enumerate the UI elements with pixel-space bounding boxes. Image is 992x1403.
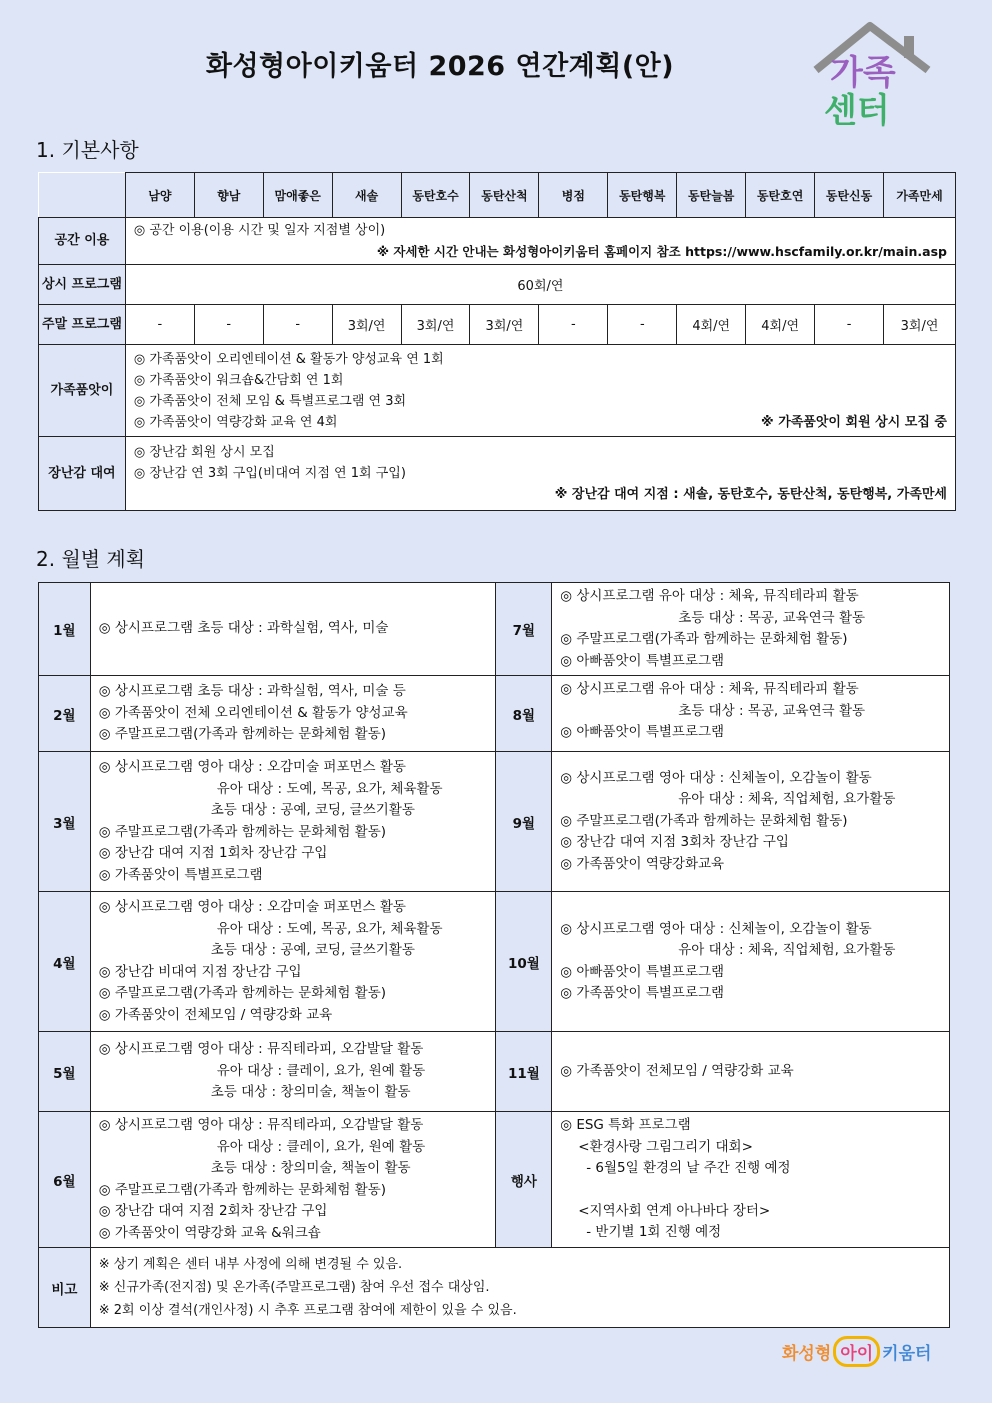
regular-row [39, 265, 956, 305]
plan-line: ◎ 장난감 대여 지점 3회차 장난감 구입 [560, 834, 789, 851]
plan-line: <지역사회 연계 아나바다 장터> [578, 1202, 771, 1219]
weekend-value: - [194, 305, 263, 345]
note-line: ※ 상기 계획은 센터 내부 사정에 의해 변경될 수 있음. [98, 1257, 403, 1272]
month-label: 9월 [496, 752, 552, 892]
month-label: 11월 [496, 1032, 552, 1112]
logo-part: 아이 [833, 1336, 880, 1367]
plan-line: 초등 대상 : 창의미술, 책놀이 활동 [210, 1160, 411, 1176]
weekend-value: - [608, 305, 677, 345]
plan-line: 초등 대상 : 공예, 코딩, 글쓰기활동 [210, 942, 415, 958]
note-line: ※ 2회 이상 결석(개인사정) 시 추후 프로그램 참여에 제한이 있을 수 있음. [98, 1303, 517, 1318]
month-row [39, 583, 950, 676]
plan-line: ◎ 가족품앗이 특별프로그램 [98, 866, 263, 883]
pumasi-line: ◎ 가족품앗이 전체 모임 & 특별프로그램 연 3회 [133, 393, 407, 409]
weekend-value: 3회/연 [332, 305, 401, 345]
branch-name: 동탄신동 [815, 173, 884, 218]
branch-name: 동탄산척 [470, 173, 539, 218]
plan-line: ◎ ESG 특화 프로그램 [560, 1117, 691, 1134]
plan-line: 초등 대상 : 목공, 교육연극 활동 [678, 609, 866, 626]
month-content [90, 583, 496, 676]
plan-line: ◎ 아빠품앗이 특별프로그램 [560, 963, 725, 980]
weekend-value: 3회/연 [401, 305, 470, 345]
spacer [560, 1180, 941, 1201]
month-content [90, 676, 496, 752]
plan-line: ◎ 상시프로그램 유아 대상 : 체육, 뮤직테라피 활동 [560, 588, 859, 604]
branch-name: 맘애좋은 [263, 173, 332, 218]
branch-name: 동탄호연 [746, 173, 815, 218]
logo-text-top: 가족 [830, 53, 896, 93]
weekend-value: 4회/연 [746, 305, 815, 345]
family-center-logo [808, 18, 938, 138]
blank-corner [39, 173, 126, 218]
section-monthly-heading: 2. 월별 계획 [36, 547, 146, 571]
branch-name: 향남 [194, 173, 263, 218]
toy-line: ◎ 장난감 회원 상시 모집 [133, 445, 275, 460]
plan-line: ◎ 주말프로그램(가족과 함께하는 문화체험 활동) [98, 1181, 387, 1198]
month-label: 8월 [496, 676, 552, 752]
month-row [39, 676, 950, 752]
month-row [39, 1032, 950, 1112]
note-line: ※ 신규가족(전지점) 및 온가족(주말프로그램) 참여 우선 접수 대상임. [98, 1280, 490, 1295]
row-label: 주말 프로그램 [39, 305, 126, 345]
plan-line: ◎ 아빠품앗이 특별프로그램 [560, 652, 725, 669]
monthly-plan-table [38, 582, 950, 1328]
plan-line: ◎ 아빠품앗이 특별프로그램 [560, 724, 725, 740]
month-label: 10월 [496, 892, 552, 1032]
plan-line: ◎ 상시프로그램 영아 대상 : 오감미술 퍼포먼스 활동 [98, 759, 406, 775]
weekend-value: - [815, 305, 884, 345]
month-content [552, 1032, 950, 1112]
weekend-value: 4회/연 [677, 305, 746, 345]
regular-value: 60회/연 [125, 265, 955, 305]
space-note: ※ 자세한 시간 안내는 화성형아이키움터 홈페이지 참조 https://www.hscfamily.or.kr/main.asp [376, 244, 947, 259]
plan-line: 초등 대상 : 창의미술, 책놀이 활동 [210, 1084, 411, 1101]
space-row [39, 218, 956, 265]
branch-name: 동탄늘봄 [677, 173, 746, 218]
row-label: 상시 프로그램 [39, 265, 126, 305]
month-label: 7월 [496, 583, 552, 676]
pumasi-row [39, 345, 956, 437]
ikiumteo-logo [782, 1336, 931, 1367]
pumasi-last-line [134, 412, 947, 433]
branch-name: 동탄호수 [401, 173, 470, 218]
plan-line: - 반기별 1회 진행 예정 [586, 1224, 722, 1241]
plan-line: 유아 대상 : 클레이, 요가, 원예 활동 [216, 1138, 426, 1155]
branch-header-row [39, 173, 956, 218]
toy-note: ※ 장난감 대여 지점 : 새솔, 동탄호수, 동탄산척, 동탄행복, 가족만세 [554, 487, 947, 502]
branch-name: 가족만세 [884, 173, 956, 218]
plan-line: ◎ 가족품앗이 전체모임 / 역량강화 교육 [560, 1062, 794, 1079]
plan-line: ◎ 장난감 대여 지점 1회차 장난감 구입 [98, 845, 328, 861]
plan-line: ◎ 가족품앗이 특별프로그램 [560, 985, 725, 1001]
month-label: 1월 [39, 583, 91, 676]
branch-name: 병점 [539, 173, 608, 218]
space-line: ◎ 공간 이용(이용 시간 및 일자 지점별 상이) [133, 223, 386, 238]
month-content [90, 752, 496, 892]
plan-line: 유아 대상 : 체육, 직업체험, 요가활동 [678, 791, 896, 808]
pumasi-line: ◎ 가족품앗이 워크숍&간담회 연 1회 [133, 372, 344, 388]
plan-line: ◎ 주말프로그램(가족과 함께하는 문화체험 활동) [560, 631, 848, 647]
pumasi-note: ※ 가족품앗이 회원 상시 모집 중 [761, 414, 947, 430]
row-label: 가족품앗이 [39, 345, 126, 437]
basic-info-table [38, 172, 956, 511]
plan-line: ◎ 장난감 비대여 지점 장난감 구입 [98, 963, 302, 980]
plan-line: 초등 대상 : 목공, 교육연극 활동 [678, 702, 866, 719]
pumasi-line: ◎ 가족품앗이 역량강화 교육 연 4회 [133, 414, 338, 430]
plan-line: ◎ 가족품앗이 전체모임 / 역량강화 교육 [98, 1006, 333, 1023]
weekend-value: - [539, 305, 608, 345]
month-row [39, 1112, 950, 1248]
plan-line: 유아 대상 : 체육, 직업체험, 요가활동 [678, 942, 896, 958]
logo-part: 화성형 [782, 1344, 832, 1364]
month-content [552, 583, 950, 676]
weekend-value: - [125, 305, 194, 345]
toy-line: ◎ 장난감 연 3회 구입(비대여 지점 연 1회 구입) [133, 466, 406, 481]
branch-name: 남양 [125, 173, 194, 218]
weekend-value: 3회/연 [470, 305, 539, 345]
note-row [39, 1248, 950, 1328]
month-content [90, 892, 496, 1032]
month-label: 3월 [39, 752, 91, 892]
plan-line: ◎ 상시프로그램 영아 대상 : 오감미술 퍼포먼스 활동 [98, 899, 406, 915]
plan-line: ◎ 장난감 대여 지점 2회차 장난감 구입 [98, 1203, 328, 1219]
plan-line: 초등 대상 : 공예, 코딩, 글쓰기활동 [210, 802, 415, 818]
plan-line: 유아 대상 : 도예, 목공, 요가, 체육활동 [216, 920, 443, 937]
plan-line: ◎ 상시프로그램 영아 대상 : 뮤직테라피, 오감발달 활동 [98, 1117, 424, 1133]
plan-line: <환경사랑 그림그리기 대회> [578, 1138, 753, 1155]
event-content [552, 1112, 950, 1248]
note-label: 비고 [39, 1248, 91, 1328]
weekend-value: - [263, 305, 332, 345]
month-content [552, 752, 950, 892]
weekend-value: 3회/연 [884, 305, 956, 345]
plan-line: ◎ 주말프로그램(가족과 함께하는 문화체험 활동) [98, 726, 387, 743]
month-row [39, 892, 950, 1032]
branch-name: 새솔 [332, 173, 401, 218]
plan-line: ◎ 상시프로그램 초등 대상 : 과학실험, 역사, 미술 등 [98, 683, 406, 700]
plan-line: ◎ 상시프로그램 영아 대상 : 신체놀이, 오감놀이 활동 [560, 920, 872, 937]
plan-line: ◎ 주말프로그램(가족과 함께하는 문화체험 활동) [98, 823, 387, 840]
month-label: 6월 [39, 1112, 91, 1248]
toy-cell [125, 437, 955, 511]
pumasi-cell [125, 345, 955, 437]
plan-line: ◎ 상시프로그램 영아 대상 : 신체놀이, 오감놀이 활동 [560, 769, 872, 786]
month-content [552, 676, 950, 752]
plan-line: ◎ 가족품앗이 전체 오리엔테이션 & 활동가 양성교육 [98, 704, 408, 721]
plan-line: - 6월5일 환경의 날 주간 진행 예정 [586, 1160, 791, 1177]
toy-row [39, 437, 956, 511]
plan-line: ◎ 상시프로그램 초등 대상 : 과학실험, 역사, 미술 [98, 620, 389, 637]
month-label: 5월 [39, 1032, 91, 1112]
plan-line: ◎ 가족품앗이 역량강화교육 [560, 855, 725, 872]
plan-line: ◎ 주말프로그램(가족과 함께하는 문화체험 활동) [98, 985, 387, 1001]
note-content [90, 1248, 949, 1328]
plan-line: 유아 대상 : 도예, 목공, 요가, 체육활동 [216, 780, 443, 797]
weekend-row [39, 305, 956, 345]
row-label: 장난감 대여 [39, 437, 126, 511]
month-content [90, 1032, 496, 1112]
month-label: 행사 [496, 1112, 552, 1248]
month-label: 4월 [39, 892, 91, 1032]
logo-text-bottom: 센터 [824, 91, 890, 131]
plan-line: ◎ 가족품앗이 역량강화 교육 &워크숍 [98, 1224, 321, 1241]
month-content [552, 892, 950, 1032]
page-title: 화성형아이키움터 2026 연간계획(안) [205, 51, 675, 82]
plan-line: ◎ 상시프로그램 영아 대상 : 뮤직테라피, 오감발달 활동 [98, 1041, 424, 1058]
plan-line: 유아 대상 : 클레이, 요가, 원예 활동 [216, 1062, 426, 1079]
month-content [90, 1112, 496, 1248]
branch-name: 동탄행복 [608, 173, 677, 218]
plan-line: ◎ 주말프로그램(가족과 함께하는 문화체험 활동) [560, 812, 848, 829]
month-label: 2월 [39, 676, 91, 752]
section-basic-heading: 1. 기본사항 [36, 138, 139, 162]
pumasi-line: ◎ 가족품앗이 오리엔테이션 & 활동가 양성교육 연 1회 [133, 351, 444, 367]
logo-part: 키움터 [882, 1344, 932, 1364]
plan-line: ◎ 상시프로그램 유아 대상 : 체육, 뮤직테라피 활동 [560, 681, 859, 697]
row-label: 공간 이용 [39, 218, 126, 265]
space-cell [125, 218, 955, 265]
month-row [39, 752, 950, 892]
